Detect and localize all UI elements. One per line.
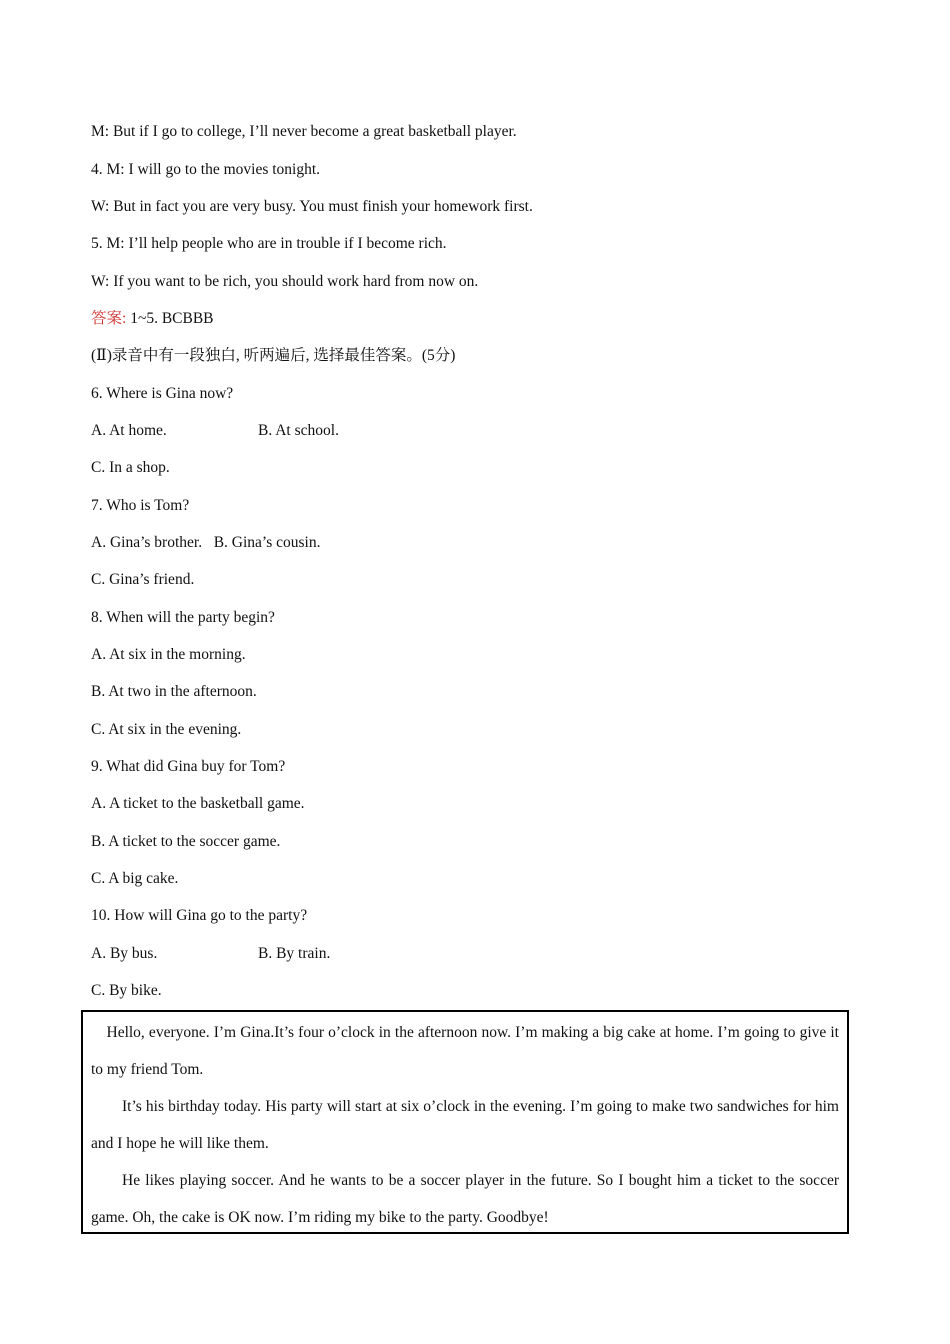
option-a: A. At home. <box>91 422 167 439</box>
option-c: C. Gina’s friend. <box>91 571 195 588</box>
dialogue-line: 5. M: I’ll help people who are in trouble if I become rich. <box>91 235 447 252</box>
option-b: B. By train. <box>258 945 331 962</box>
dialogue-line: W: If you want to be rich, you should work hard from now on. <box>91 273 479 290</box>
option-a-b: A. Gina’s brother. B. Gina’s cousin. <box>91 534 321 551</box>
answer-label: 答案: <box>91 310 127 327</box>
dialogue-line: M: But if I go to college, I’ll never become a great basketball player. <box>91 123 517 140</box>
option-a: A. At six in the morning. <box>91 646 246 663</box>
script-paragraph: It’s his birthday today. His party will start at six o’clock in the evening. I’m going to make two sandwiches for him and I hope he will like them. <box>91 1098 839 1152</box>
question-7: 7. Who is Tom? <box>91 497 190 514</box>
dialogue-line: 4. M: I will go to the movies tonight. <box>91 161 321 178</box>
option-b: B. A ticket to the soccer game. <box>91 833 281 850</box>
option-c: C. At six in the evening. <box>91 721 242 738</box>
question-9: 9. What did Gina buy for Tom? <box>91 758 286 775</box>
option-b: B. At two in the afternoon. <box>91 683 257 700</box>
section-heading: (Ⅱ)录音中有一段独白, 听两遍后, 选择最佳答案。(5分) <box>91 347 456 364</box>
option-a: A. By bus. <box>91 945 158 962</box>
question-10: 10. How will Gina go to the party? <box>91 907 308 924</box>
script-paragraph: He likes playing soccer. And he wants to be a soccer player in the future. So I bought him a ticket to the soccer game. Oh, the cake is OK now. I’m riding my bike to the party. Goodbye! <box>91 1172 839 1226</box>
option-c: C. By bike. <box>91 982 162 999</box>
option-b: B. At school. <box>258 422 339 439</box>
answer-line <box>91 309 214 329</box>
dialogue-line: W: But in fact you are very busy. You must finish your homework first. <box>91 198 533 215</box>
option-c: C. In a shop. <box>91 459 170 476</box>
answer-value: 1~5. BCBBB <box>126 310 214 327</box>
question-6: 6. Where is Gina now? <box>91 385 234 402</box>
question-8: 8. When will the party begin? <box>91 609 275 626</box>
option-a: A. A ticket to the basketball game. <box>91 795 305 812</box>
listening-script-box <box>81 1010 849 1234</box>
script-paragraph: Hello, everyone. I’m Gina.It’s four o’clock in the afternoon now. I’m making a big cake at home. I’m going to give it to my friend Tom. <box>91 1024 839 1078</box>
option-c: C. A big cake. <box>91 870 179 887</box>
